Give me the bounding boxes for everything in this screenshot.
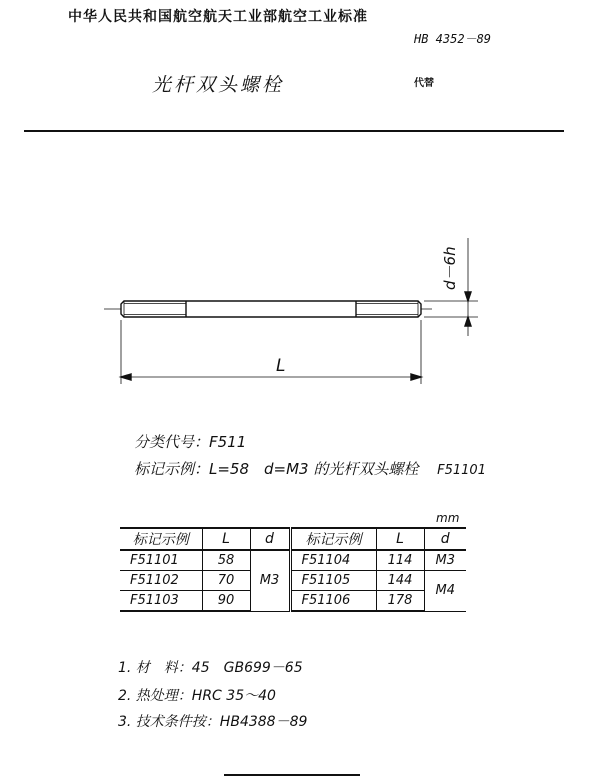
cell-code: F51102 — [120, 571, 202, 591]
col-header: 标记示例 — [120, 528, 202, 550]
marking-example-code: F51101 — [437, 463, 486, 478]
cell-length: 70 — [202, 571, 250, 591]
diameter-arrow-top — [465, 292, 471, 301]
cell-diameter: M4 — [424, 571, 466, 612]
col-header: 标记示例 — [290, 528, 376, 550]
cell-diameter: M3 — [424, 550, 466, 571]
page-title: 光杆双头螺栓 — [152, 74, 285, 96]
diameter-arrow-bottom — [465, 317, 471, 326]
marking-example-text: 标记示例：L=58 d=M3 的光杆双头螺栓 — [134, 460, 419, 478]
note-technical-conditions: 3. 技术条件按：HB4388－89 — [118, 714, 308, 730]
table-header-row — [120, 528, 466, 550]
cell-length: 114 — [376, 550, 424, 571]
standard-header: 中华人民共和国航空航天工业部航空工业标准 — [68, 9, 368, 25]
table-row — [120, 550, 466, 571]
standard-code: HB 4352－89 — [414, 32, 492, 46]
table-row — [120, 571, 466, 591]
classification-code: 分类代号：F511 — [134, 433, 247, 451]
cell-code: F51103 — [120, 591, 202, 612]
length-arrow-right — [411, 374, 421, 380]
spec-table — [120, 527, 466, 612]
replace-label: 代替 — [414, 78, 434, 89]
length-label: L — [276, 356, 286, 376]
cell-length: 90 — [202, 591, 250, 612]
diameter-label: d－6h — [441, 246, 459, 290]
length-arrow-left — [121, 374, 131, 380]
note-heat-treatment: 2. 热处理：HRC 35～40 — [118, 688, 276, 704]
marking-example — [134, 458, 486, 479]
cell-code: F51104 — [290, 550, 376, 571]
col-header: d — [250, 528, 290, 550]
unit-label: mm — [436, 511, 460, 525]
note-material: 1. 材 料：45 GB699－65 — [118, 660, 303, 676]
col-header: L — [202, 528, 250, 550]
cell-code: F51106 — [290, 591, 376, 612]
cell-code: F51101 — [120, 550, 202, 571]
cell-length: 144 — [376, 571, 424, 591]
cell-code: F51105 — [290, 571, 376, 591]
footer-rule — [224, 774, 360, 776]
table-row — [120, 591, 466, 612]
cell-length: 58 — [202, 550, 250, 571]
cell-diameter: M3 — [250, 550, 290, 611]
col-header: d — [424, 528, 466, 550]
col-header: L — [376, 528, 424, 550]
cell-length: 178 — [376, 591, 424, 612]
